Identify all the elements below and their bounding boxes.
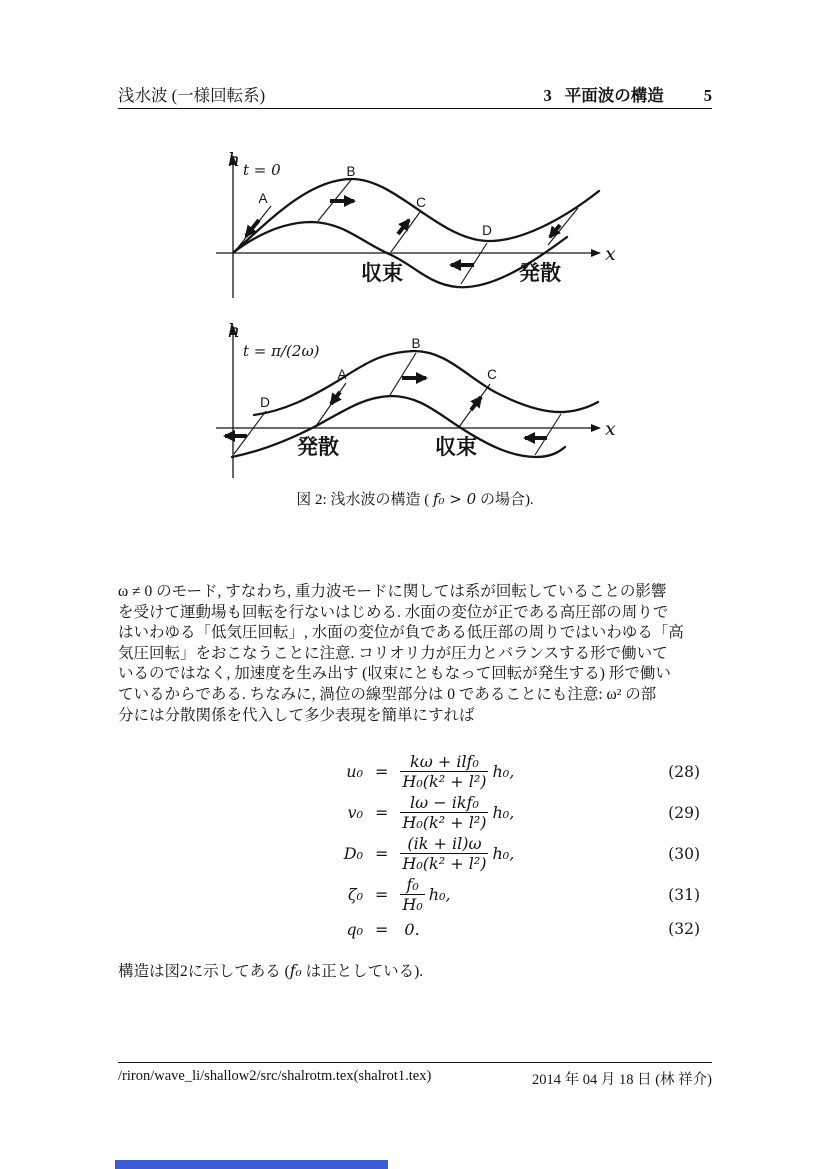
eq31-lhs: ζ₀ bbox=[347, 885, 363, 904]
eq29-denominator: H₀(k² + l²) bbox=[402, 813, 487, 832]
equation-28 bbox=[118, 752, 712, 791]
wave-structure-figure bbox=[90, 138, 726, 484]
t0-upper-surface-curve bbox=[234, 179, 599, 252]
paragraph-line: ω ≠ 0 のモード, すなわち, 重力波モードに関しては系が回転していることの影響 bbox=[118, 583, 667, 600]
paragraph-line: ているからである. ちなみに, 渦位の線型部分は 0 であることにも注意: ω² の部 bbox=[118, 685, 657, 703]
t1-convergence-label: 収束 bbox=[435, 436, 477, 459]
paragraph-line: はいわゆる「低気圧回転」, 水面の変位が負である低圧部の周りではいわゆる「高 bbox=[118, 624, 684, 642]
eq29-lhs: v₀ bbox=[347, 803, 363, 822]
t0-point-d: D bbox=[482, 223, 492, 238]
eq31-numerator: f₀ bbox=[406, 875, 419, 894]
header-section-number: 3 bbox=[543, 86, 552, 105]
t1-point-b: B bbox=[411, 336, 421, 351]
eq28-numerator: kω + ilf₀ bbox=[410, 752, 479, 771]
eq30-numerator: (ik + il)ω bbox=[407, 834, 482, 853]
eq29-equals: = bbox=[375, 803, 389, 822]
header-left-title: 浅水波 (一様回転系) bbox=[118, 86, 266, 105]
eq31-fraction bbox=[400, 875, 424, 914]
footer-rule bbox=[118, 1062, 712, 1063]
paragraph-line: いるのではなく, 加速度を生み出す (収束にともなって回転が発生する) 形で働い bbox=[118, 665, 671, 683]
eq31-tail: h₀, bbox=[428, 885, 451, 904]
t0-point-b: B bbox=[346, 164, 356, 179]
eq30-fraction bbox=[400, 834, 488, 873]
equation-31 bbox=[118, 875, 712, 914]
eq28-lhs: u₀ bbox=[346, 762, 363, 781]
eq29-number: (29) bbox=[668, 803, 700, 822]
equation-29 bbox=[118, 793, 712, 832]
t0-convergence-label: 収束 bbox=[361, 262, 403, 285]
eq28-tail: h₀, bbox=[492, 762, 515, 781]
header-rule bbox=[118, 108, 712, 109]
caption-math: f₀ > 0 bbox=[432, 490, 477, 508]
eq31-number: (31) bbox=[668, 885, 700, 904]
eq32-lhs: q₀ bbox=[346, 919, 363, 939]
eq28-denominator: H₀(k² + l²) bbox=[402, 772, 487, 791]
t1-point-a: A bbox=[337, 367, 347, 382]
t0-connector-c bbox=[391, 212, 420, 252]
paragraph-line: 分には分散関係を代入して多少表現を簡単にすれば bbox=[118, 706, 475, 724]
eq30-equals: = bbox=[375, 844, 389, 863]
equation-32 bbox=[118, 916, 712, 942]
t1-velocity-arrow-a-downleft-icon bbox=[331, 392, 340, 404]
closing-sentence bbox=[118, 959, 423, 981]
figure-caption bbox=[118, 488, 712, 509]
t1-divergence-label: 発散 bbox=[297, 436, 339, 459]
t1-connector-right bbox=[535, 414, 561, 455]
diagram-t0 bbox=[216, 149, 616, 298]
t1-time-label: t = π/(2ω) bbox=[243, 342, 320, 360]
eq32-number: (32) bbox=[668, 920, 700, 938]
header-section-title: 平面波の構造 bbox=[564, 86, 664, 105]
eq28-fraction bbox=[400, 752, 488, 791]
caption-text-pre: 図 2: 浅水波の構造 ( bbox=[296, 492, 433, 508]
closing-text-post: は正としている). bbox=[301, 963, 424, 980]
t1-connector-d bbox=[234, 411, 266, 454]
caption-text-post: の場合). bbox=[476, 492, 534, 508]
t0-divergence-label: 発散 bbox=[519, 262, 561, 285]
page-header bbox=[118, 82, 712, 106]
eq29-fraction bbox=[400, 793, 488, 832]
eq31-denominator: H₀ bbox=[402, 895, 423, 914]
t1-point-d: D bbox=[260, 395, 270, 410]
eq31-equals: = bbox=[375, 885, 389, 904]
header-page-number: 5 bbox=[703, 86, 712, 105]
bottom-blue-bar bbox=[115, 1160, 388, 1169]
t1-connector-a bbox=[316, 383, 346, 426]
eq30-denominator: H₀(k² + l²) bbox=[402, 854, 487, 873]
t0-velocity-arrow-right-downleft-icon bbox=[550, 225, 560, 237]
t1-x-axis-label: x bbox=[605, 418, 616, 440]
eq28-equals: = bbox=[375, 762, 389, 781]
body-paragraph bbox=[118, 582, 716, 726]
t0-point-a: A bbox=[258, 191, 268, 206]
t1-h-axis-label: h bbox=[227, 320, 240, 342]
t0-h-axis-label: h bbox=[227, 149, 240, 171]
equation-30 bbox=[118, 834, 712, 873]
paragraph-line: 気圧回転」をおこなうことに注意. コリオリ力が圧力とバランスする形で働いて bbox=[118, 644, 668, 662]
closing-text-pre: 構造は図2に示してある ( bbox=[118, 963, 290, 980]
eq32-tail: 0. bbox=[404, 919, 420, 939]
closing-math: f₀ bbox=[289, 962, 302, 980]
footer-file-path: /riron/wave_li/shallow2/src/shalrotm.tex(shalrot1.tex) bbox=[118, 1068, 432, 1084]
footer-date-author: 2014 年 04 月 18 日 (林 祥介) bbox=[531, 1072, 712, 1088]
t0-velocity-arrow-a-downleft-icon bbox=[246, 220, 259, 236]
t1-velocity-arrow-c-upright-icon bbox=[471, 397, 481, 410]
t0-x-axis-label: x bbox=[605, 243, 616, 265]
eq30-lhs: D₀ bbox=[343, 844, 363, 863]
eq30-number: (30) bbox=[668, 844, 700, 863]
t1-lower-surface-curve bbox=[232, 396, 565, 457]
diagram-t-quarter-period bbox=[216, 320, 616, 478]
equation-block bbox=[118, 752, 712, 944]
eq29-numerator: lω − ikf₀ bbox=[410, 793, 479, 812]
eq30-tail: h₀, bbox=[492, 844, 515, 863]
eq28-number: (28) bbox=[668, 762, 700, 781]
page-footer bbox=[118, 1068, 712, 1089]
t0-velocity-arrow-c-upright-icon bbox=[398, 220, 409, 234]
t1-connector-b bbox=[390, 353, 416, 395]
eq32-equals: = bbox=[375, 919, 389, 939]
t0-time-label: t = 0 bbox=[243, 161, 281, 179]
t1-point-c: C bbox=[487, 367, 497, 382]
t0-point-c: C bbox=[416, 195, 426, 210]
paragraph-line: を受けて運動場も回転を行ないはじめる. 水面の変位が正である高圧部の周りで bbox=[118, 603, 669, 621]
eq29-tail: h₀, bbox=[492, 803, 515, 822]
